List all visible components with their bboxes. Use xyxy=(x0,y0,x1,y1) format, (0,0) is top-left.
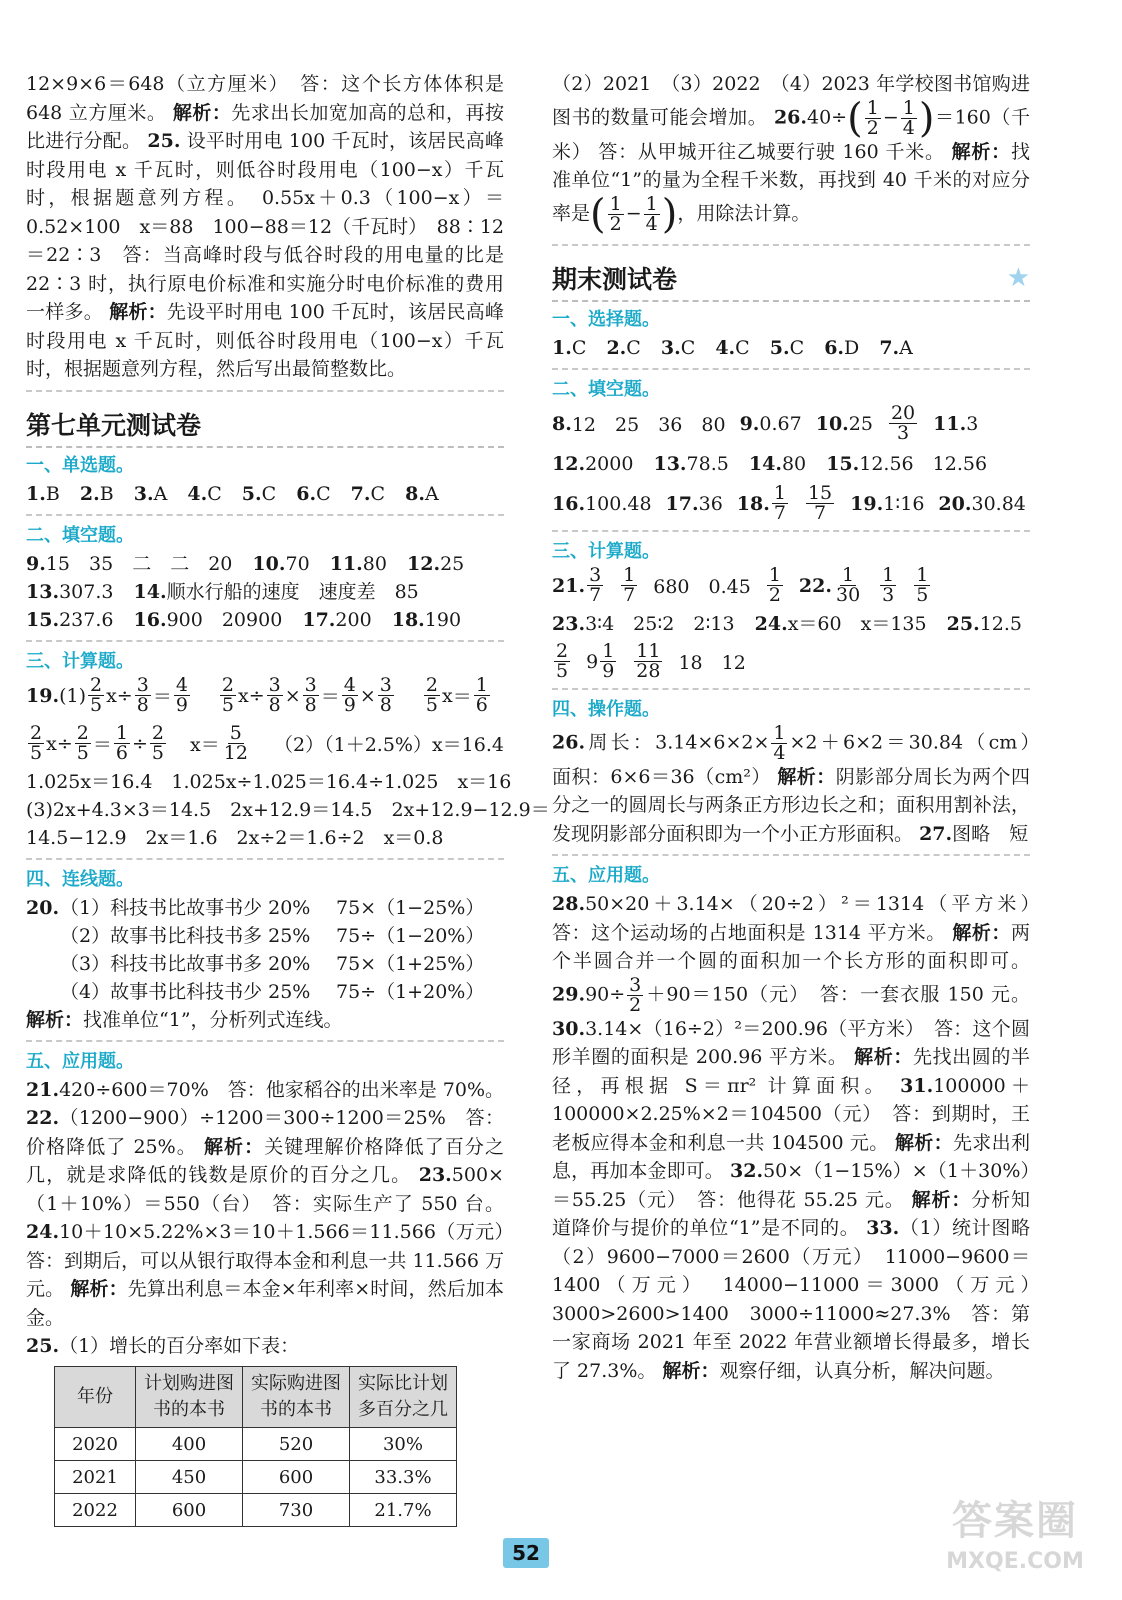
divider xyxy=(552,530,1030,532)
left-column xyxy=(26,70,550,1527)
growth-table xyxy=(54,1366,457,1527)
right-column xyxy=(552,70,1050,1385)
divider xyxy=(26,514,504,516)
section-heading: 一、单选题。 xyxy=(26,454,134,476)
matching-row: 20.（1）科技书比故事书少 20% 75×（1−25%） xyxy=(26,896,485,919)
section-heading: 五、应用题。 xyxy=(552,865,660,886)
table-intro: 25.（1）增长的百分率如下表： xyxy=(26,1335,300,1357)
equation-line: 19. (1) $\frac{2}{5}$ x ÷ $\frac{3}{8}$ ＝ $\frac{4}{9}$ $\frac{2}{5}$ x ÷ $\frac{3}{8}$ × $\frac{3}{8}$ ＝ $\frac{4}{9}$ × $\frac{3}{8}$ $\frac{2}{5}$ x ＝ $\frac{1}{6}$ xyxy=(26,674,488,716)
page-number: 52 xyxy=(503,1538,549,1568)
calc-answers-line: 21. $\frac{3}{7}$ $\frac{1}{7}$ 680 0.45 $\frac{1}{2}$ 22. $\frac{1}{30}$ $\frac{1}{3}$ $\frac{1}{5}$ xyxy=(552,564,929,606)
matching-row: （4）故事书比科技书少 25% 75÷（1+20%） xyxy=(60,980,485,1003)
equation-line: 1.025x＝16.4 1.025x÷1.025＝16.4÷1.025 x＝16 xyxy=(26,770,512,793)
unit6-tail-answers: 12×9×6＝648（立方厘米） 答：这个长方体体积是 648 立方厘米。 解析：先求出长加宽加高的总和，再按比进行分配。 25. 设平时用电 100 千瓦时，该居民高峰时段用电 x 千瓦时，则低谷时段用电（100−x）千瓦时，根据题意列方程。 0.55x＋0.3（100−x）＝0.52×100 x＝88 100−88＝12（千瓦时） 88∶12＝22∶3 答：当高峰时段与低谷时段的用电量的比是 22∶3 时，执行原电价标准和实施分时电价标准的费用一样多。 解析：先设平时用电 100 千瓦时，该居民高峰时段用电 x 千瓦时，则低谷时段用电（100−x）千瓦时，根据题意列方程，然后写出最简整数比。 xyxy=(26,73,504,380)
fill-answers-line: 15.237.6 16.900 20900 17.200 18.190 xyxy=(26,608,462,631)
fill-answers-line: 12.2000 13.78.5 14.80 15.12.56 12.56 xyxy=(552,452,988,475)
section-heading: 四、连线题。 xyxy=(26,868,134,890)
watermark-logo: 答案圈 MXQE.COM xyxy=(946,1498,1084,1574)
analysis-note: 解析：找准单位“1”，分析列式连线。 xyxy=(26,1008,343,1031)
section-heading: 二、填空题。 xyxy=(26,524,134,546)
divider xyxy=(552,368,1030,370)
divider xyxy=(552,688,1030,690)
final-exam-title: 期末测试卷 ★ xyxy=(552,260,1030,302)
choice-answers: 1.C 2.C 3.C 4.C 5.C 6.D 7.A xyxy=(552,336,913,359)
matching-list xyxy=(26,894,504,1034)
matching-row: （3）科技书比故事书多 20% 75×（1+25%） xyxy=(60,952,485,975)
equation-line: $\frac{2}{5}$ x ÷ $\frac{2}{5}$ ＝ $\frac{1}{6}$ ÷ $\frac{2}{5}$ x＝ $\frac{5}{12}$ （2）（1＋2.5%）x＝16.4 xyxy=(30,722,504,764)
table-row: 2022 600 730 21.7% xyxy=(55,1494,457,1527)
unit7-tail-answers: （2）2021 （3）2022 （4）2023 年学校图书馆购进图书的数量可能会增加。 26.40÷( $\frac{1}{2}$ − $\frac{1}{4}$ )＝160（千米） 答：从甲城开往乙城要行驶 160 千米。 解析：找准单位“1”的量为全程千米数，再找到 40 千米的对应分率是( $\frac{1}{2}$ − $\frac{1}{4}$ )，用除法计算。 xyxy=(552,73,1030,237)
star-icon: ★ xyxy=(1006,262,1030,293)
table-row: 2020 400 520 30% xyxy=(55,1428,457,1461)
fill-answers-line: 16. 100.48 17. 36 18. $\frac{1}{7}$ $\frac{15}{7}$ 19. 1∶16 20. 30.84 xyxy=(552,482,1026,524)
fill-answers-line: 8. 12 25 36 80 9. 0.67 10. 25 $\frac{20}{3}$ 11. 3 xyxy=(552,402,979,444)
fill-answers-line: 13.307.3 14.顺水行船的速度 速度差 85 xyxy=(26,580,419,603)
section-heading: 三、计算题。 xyxy=(26,650,134,672)
unit7-title: 第七单元测试卷 xyxy=(26,406,504,448)
divider xyxy=(26,1040,504,1042)
table-header-row: 年份 计划购进图书的本书 实际购进图书的本书 实际比计划多百分之几 xyxy=(55,1367,457,1428)
application-answers: 21.420÷600＝70% 答：他家稻谷的出米率是 70%。 22.（1200−900）÷1200＝300÷1200＝25% 答：价格降低了 25%。 解析：关键理解价格降低了百分之几，就是求降低的钱数是原价的百分之几。 23.500×（1＋10%）＝550（台） 答：实际生产了 550 台。 24.10＋10×5.22%×3＝10＋1.566＝11.566（万元） 答：到期后，可以从银行取得本金和利息一共 11.566 万元。 解析：先算出利息＝本金×年利率×时间，然后加本金。 xyxy=(26,1078,524,1329)
calc-answers-line: $\frac{2}{5}$ 9 $\frac{1}{9}$ $\frac{11}{28}$ 18 12 xyxy=(556,640,746,682)
calc-answers-line: 23.3∶4 25∶2 2∶13 24.x＝60 x＝135 25.12.5 xyxy=(552,612,1023,635)
operation-answers: 26.周长：3.14×6×2× $\frac{1}{4}$ ×2＋6×2＝30.84（cm） 面积：6×6＝36（cm²） 解析：阴影部分周长为两个四分之一的圆周长与两条正方形边长之和；面积用割补法，发现阴影部分面积即为一个小正方形面积。 27.图略 短 xyxy=(552,721,1050,845)
choice-answers: 1.B 2.B 3.A 4.C 5.C 6.C 7.C 8.A xyxy=(26,482,439,505)
divider xyxy=(26,390,504,392)
fill-answers-line: 9.15 35 二 二 20 10.70 11.80 12.25 xyxy=(26,552,465,575)
section-heading: 一、选择题。 xyxy=(552,308,660,330)
divider xyxy=(26,858,504,860)
table-row: 2021 450 600 33.3% xyxy=(55,1461,457,1494)
section-heading: 二、填空题。 xyxy=(552,378,660,400)
section-heading: 五、应用题。 xyxy=(26,1050,134,1072)
divider xyxy=(26,640,504,642)
equation-line: (3)2x+4.3×3＝14.5 2x+12.9＝14.5 2x+12.9−12.9＝ xyxy=(26,798,550,821)
divider xyxy=(552,854,1030,856)
section-heading: 三、计算题。 xyxy=(552,540,660,562)
application-answers: 28.50×20＋3.14×（20÷2）²＝1314（平方米） 答：这个运动场的占地面积是 1314 平方米。 解析：两个半圆合并一个圆的面积加一个长方形的面积即可。 29.90÷ $\frac{3}{2}$ ＋90＝150（元） 答：一套衣服 150 元。 30.3.14×（16÷2）²＝200.96（平方米） 答：这个圆形羊圈的面积是 200.96 平方米。 解析：先找出圆的半径，再根据 S＝πr² 计算面积。 31.100000＋100000×2.25%×2＝104500（元） 答：到期时，王老板应得本金和利息一共 104500 元。 解析：先求出利息，再加本金即可。 32.50×（1−15%）×（1＋30%）＝55.25（元） 答：他得花 55.25 元。 解析：分析知道降价与提价的单位“1”是不同的。 33.（1）统计图略 （2）9600−7000＝2600（万元） 11000−9600＝1400（万元） 14000−11000＝3000（万元） 3000>2600>1400 3000÷11000≈27.3% 答：第一家商场 2021 年至 2022 年营业额增长得最多，增长了 27.3%。 解析：观察仔细，认真分析，解决问题。 xyxy=(552,893,1050,1382)
section-heading: 四、操作题。 xyxy=(552,698,660,720)
matching-row: （2）故事书比科技书多 25% 75÷（1−20%） xyxy=(60,924,485,947)
equation-line: 14.5−12.9 2x＝1.6 2x÷2＝1.6÷2 x＝0.8 xyxy=(26,826,444,849)
divider xyxy=(552,244,1030,246)
